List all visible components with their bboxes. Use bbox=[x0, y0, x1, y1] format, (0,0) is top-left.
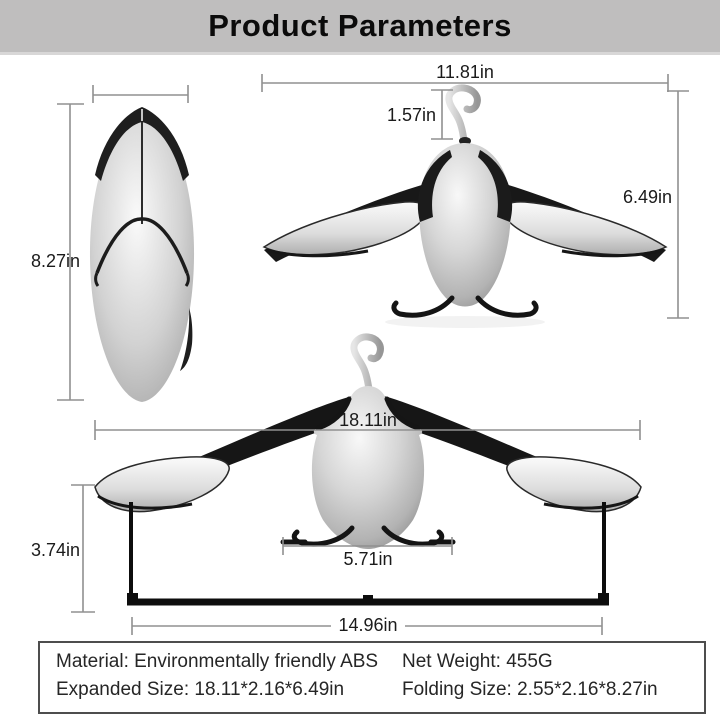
dim-rod-drop: 3.74in bbox=[30, 540, 80, 560]
dim-half-width: 11.81in bbox=[436, 62, 494, 82]
dim-rod-width: 14.96in bbox=[308, 615, 428, 635]
dim-folded-height: 8.27in bbox=[30, 251, 80, 271]
dim-half-height: 6.49in bbox=[622, 187, 672, 207]
specs-table bbox=[38, 641, 706, 714]
dim-base-width: 5.71in bbox=[343, 549, 393, 569]
folded-hanger-illustration bbox=[90, 107, 194, 402]
half-folded-hanger-illustration bbox=[264, 88, 666, 328]
page-title: Product Parameters bbox=[208, 8, 512, 43]
dim-expanded-width: 18.11in bbox=[339, 410, 397, 430]
spec-material: Material: Environmentally friendly ABS bbox=[56, 651, 379, 672]
spec-folding-size: Folding Size: 2.55*2.16*8.27in bbox=[402, 679, 658, 700]
dim-hook-height: 1.57in bbox=[386, 105, 436, 125]
spec-net-weight: Net Weight: 455G bbox=[402, 651, 553, 672]
hook bbox=[449, 88, 477, 141]
header-banner bbox=[0, 0, 720, 55]
spec-expanded-size: Expanded Size: 18.11*2.16*6.49in bbox=[56, 679, 345, 700]
hook bbox=[354, 337, 381, 390]
